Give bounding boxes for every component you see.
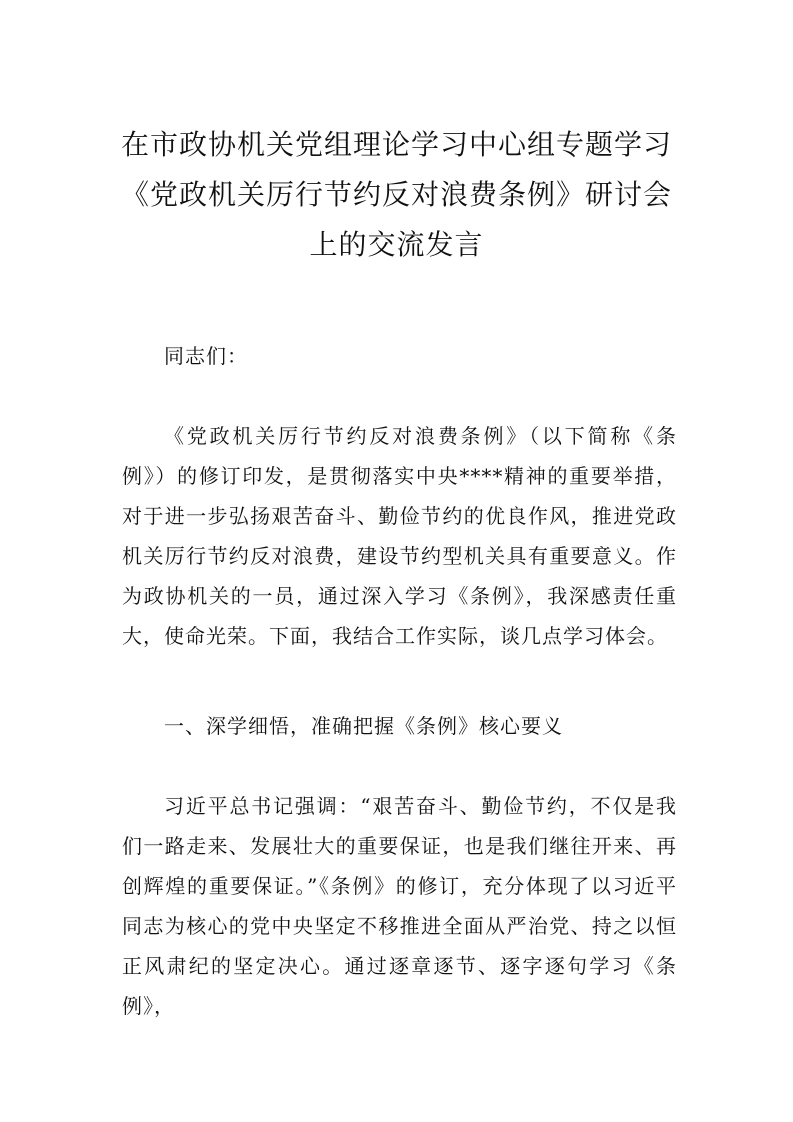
- body-paragraph: 习近平总书记强调：“艰苦奋斗、勤俭节约，不仅是我们一路走来、发展壮大的重要保证，也是我们继往开来、再创辉煌的重要保证。”《条例》的修订，充分体现了以习近平同志为核心的党中央坚定不移推进全面从严治党、持之以恒正风肃纪的坚定决心。通过逐章逐节、逐字逐句学习《条例》，: [122, 794, 677, 1018]
- document-title: 在市政协机关党组理论学习中心组专题学习《党政机关厉行节约反对浪费条例》研讨会上的交流发言: [120, 128, 672, 261]
- intro-paragraph: 《党政机关厉行节约反对浪费条例》（以下简称《条例》）的修订印发，是贯彻落实中央****精神的重要举措，对于进一步弘扬艰苦奋斗、勤俭节约的优良作风，推进党政机关厉行节约反对浪费，建设节约型机关具有重要意义。作为政协机关的一员，通过深入学习《条例》，我深感责任重大，使命光荣。下面，我结合工作实际，谈几点学习体会。: [122, 424, 677, 648]
- section-heading: 一、深学细悟，准确把握《条例》核心要义: [164, 714, 563, 738]
- salutation: 同志们：: [164, 344, 248, 368]
